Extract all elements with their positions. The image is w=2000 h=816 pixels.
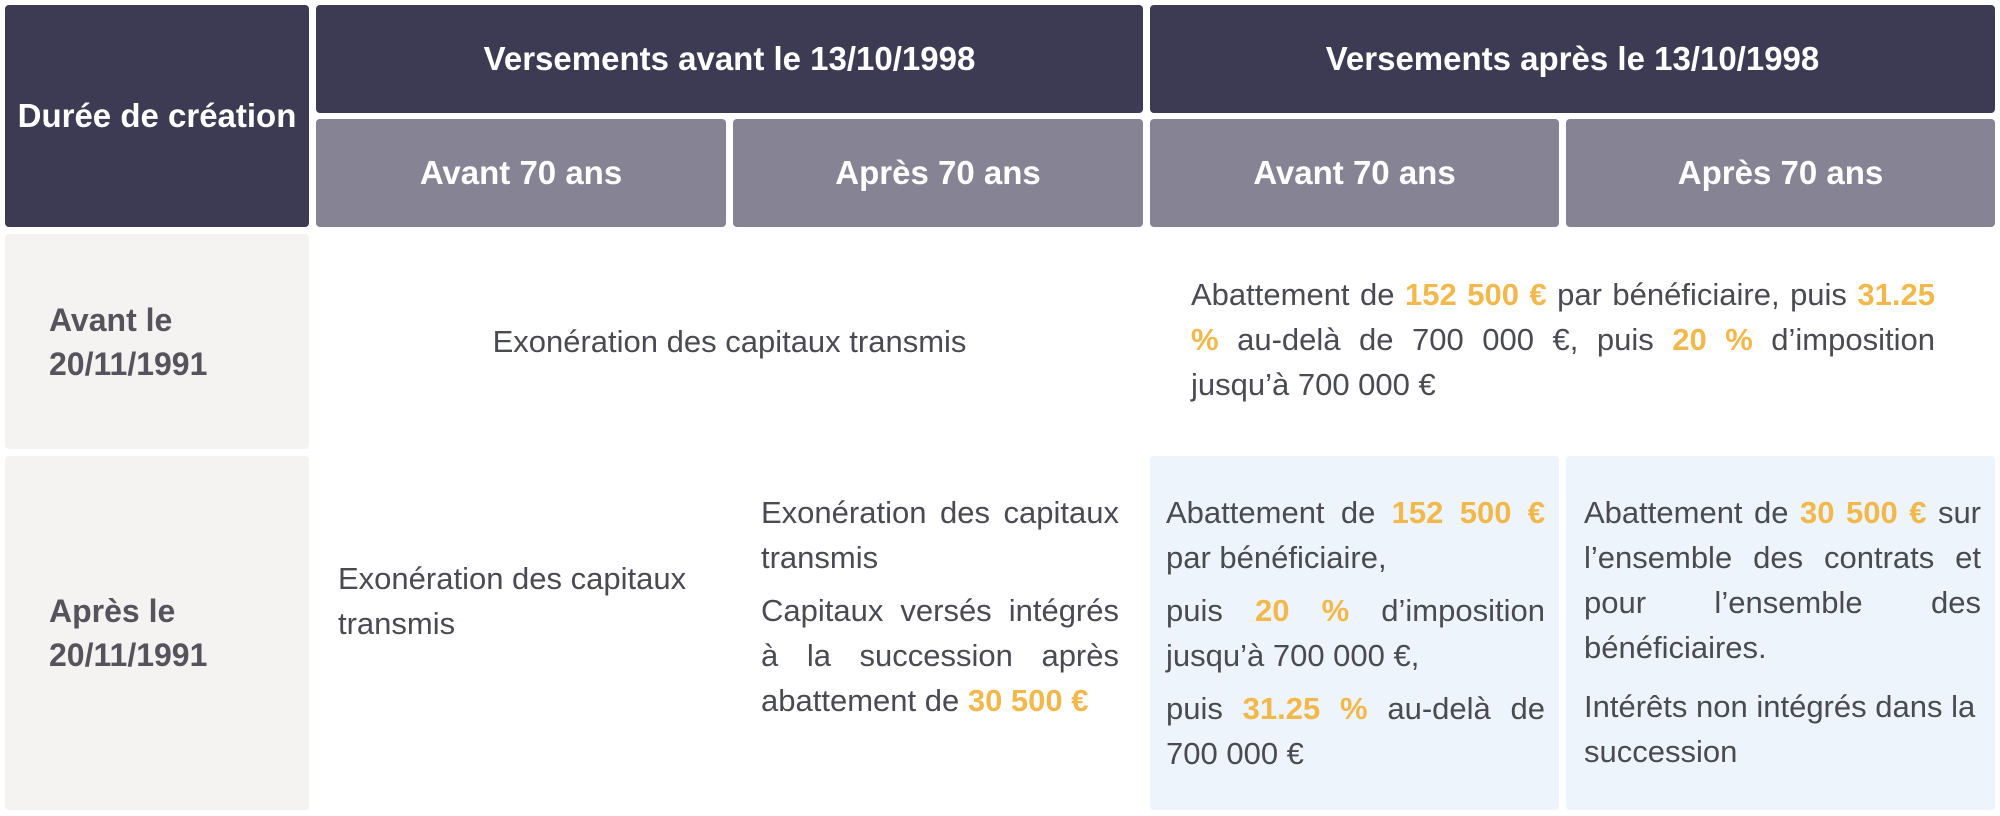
rate-highlight: 20 % bbox=[1672, 322, 1753, 357]
subheader-after-under70 bbox=[1150, 119, 1559, 227]
rate-highlight: 31.25 % bbox=[1242, 691, 1368, 726]
rate-highlight: 20 % bbox=[1255, 593, 1350, 628]
header-duree-creation bbox=[5, 5, 309, 227]
text-segment: Abattement de bbox=[1166, 495, 1392, 530]
exoneration-text: Exonération des capitaux transmis bbox=[338, 561, 687, 641]
row-label-line2: 20/11/1991 bbox=[49, 345, 208, 382]
text-segment: Capitaux versés intégrés à la succession après abattement de bbox=[761, 593, 1119, 718]
abattement-paragraph bbox=[1584, 490, 1981, 670]
cell-row1-versements-apres-merged bbox=[1150, 234, 1995, 449]
abattement-paragraph bbox=[1166, 490, 1545, 580]
text-segment: Intérêts non intégrés dans la succession bbox=[1584, 689, 1976, 769]
interets-paragraph bbox=[1584, 684, 1981, 774]
group-after-label: Versements après le 13/10/1998 bbox=[1325, 40, 1820, 77]
amount-highlight: 152 500 € bbox=[1405, 277, 1547, 312]
au-dela-paragraph bbox=[1166, 686, 1545, 776]
cell-row2-after-over70 bbox=[1566, 456, 1995, 810]
cell-row1-versements-avant-merged bbox=[316, 234, 1143, 449]
row-label-line1: Après le bbox=[49, 593, 176, 629]
text-segment: Exonération des capitaux transmis bbox=[761, 495, 1119, 575]
text-segment: par bénéficiaire, puis bbox=[1546, 277, 1858, 312]
text-segment: puis bbox=[1166, 593, 1255, 628]
subheader-before-under70 bbox=[316, 119, 726, 227]
text-segment: puis bbox=[1166, 691, 1243, 726]
rate-highlight: 31.25 % bbox=[1191, 277, 1935, 357]
subheader-label: Avant 70 ans bbox=[419, 154, 623, 191]
group-before-label: Versements avant le 13/10/1998 bbox=[483, 40, 976, 77]
subheader-after-over70 bbox=[1566, 119, 1995, 227]
cell-row2-before-under70 bbox=[316, 456, 726, 810]
text-segment: d’imposition jusqu’à 700 000 € bbox=[1191, 322, 1935, 402]
amount-highlight: 152 500 € bbox=[1391, 495, 1545, 530]
row-header-apres-1991 bbox=[5, 456, 309, 810]
text-segment: par bénéficiaire, bbox=[1166, 540, 1387, 575]
amount-highlight: 30 500 € bbox=[1800, 495, 1927, 530]
row-header-avant-1991 bbox=[5, 234, 309, 449]
subheader-label: Avant 70 ans bbox=[1253, 154, 1456, 191]
row-label-line1: Avant le bbox=[49, 301, 173, 338]
header-group-before-1998 bbox=[316, 5, 1143, 113]
subheader-before-over70 bbox=[733, 119, 1143, 227]
subheader-label: Après 70 ans bbox=[835, 154, 1041, 191]
header-duree-label: Durée de création bbox=[17, 97, 297, 134]
imposition-paragraph bbox=[1166, 588, 1545, 678]
text-segment: Abattement de bbox=[1191, 277, 1405, 312]
subheader-label: Après 70 ans bbox=[1677, 154, 1884, 191]
exoneration-paragraph bbox=[761, 490, 1119, 580]
text-segment: d’imposition jusqu’à 700 000 €, bbox=[1166, 593, 1545, 673]
exoneration-text: Exonération des capitaux transmis bbox=[492, 324, 967, 359]
amount-highlight: 30 500 € bbox=[967, 683, 1089, 718]
cell-row2-after-under70 bbox=[1150, 456, 1559, 810]
capitaux-paragraph bbox=[761, 588, 1119, 723]
text-segment: Abattement de bbox=[1584, 495, 1801, 530]
text-segment: au-delà de 700 000 € bbox=[1166, 691, 1545, 771]
text-segment: sur l’ensemble des contrats et pour l’ensemble des bénéficiaires. bbox=[1584, 495, 1982, 665]
text-segment: au-delà de 700 000 €, puis bbox=[1218, 322, 1673, 357]
cell-row2-before-over70 bbox=[733, 456, 1143, 810]
row-label-line2: 20/11/1991 bbox=[49, 637, 208, 673]
header-group-after-1998 bbox=[1150, 5, 1995, 113]
